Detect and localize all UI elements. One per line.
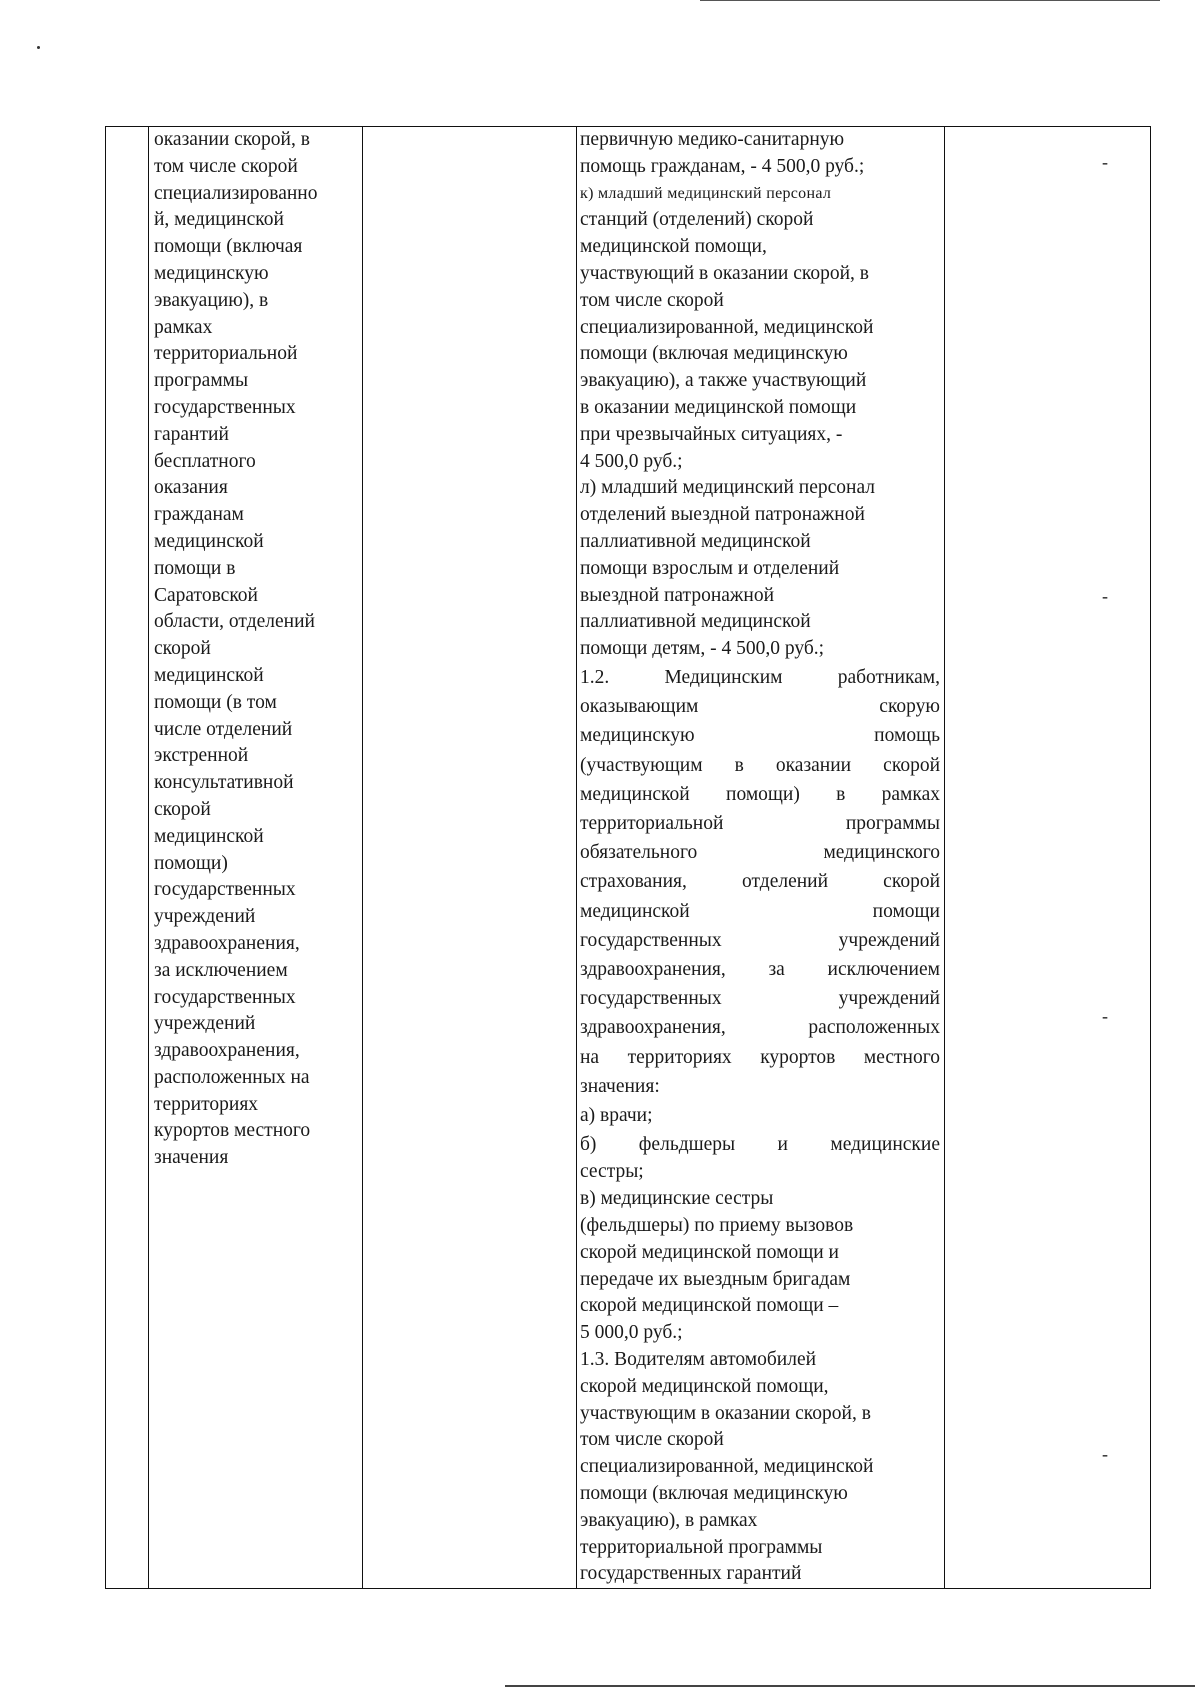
text-line: в) медицинские сестры	[580, 1188, 774, 1210]
text-line: Саратовской	[154, 584, 258, 606]
text-line: 5 000,0 руб.;	[580, 1322, 683, 1344]
text-line: сестры;	[580, 1161, 644, 1183]
text-line: государственных	[154, 879, 296, 901]
text-line: 4 500,0 руб.;	[580, 450, 683, 472]
text-line: первичную медико-санитарную	[580, 129, 845, 150]
text-line: эвакуацию), в	[154, 289, 269, 311]
dash-mark: -	[1102, 152, 1108, 172]
text-line: специализированно	[154, 182, 318, 204]
text-line: гражданам	[154, 504, 244, 526]
text-line: учреждений	[154, 1013, 256, 1035]
text-line: том числе скорой	[580, 289, 724, 311]
number-cell	[106, 127, 149, 1589]
payment-text	[577, 127, 944, 1588]
text-line: л) младший медицинский персонал	[580, 477, 876, 499]
small-line: к) младший медицинский персонал	[580, 184, 832, 202]
text-line: участвующий в оказании скорой, в	[580, 262, 869, 284]
text-line: значения	[154, 1147, 229, 1169]
text-line: паллиативной медицинской	[580, 611, 811, 633]
text-line: здравоохранения, за исключением	[580, 958, 940, 980]
text-line: государственных	[154, 986, 296, 1008]
text-line: области, отделений	[154, 611, 315, 633]
text-line: консультативной	[154, 772, 294, 794]
text-line: помощи)	[154, 852, 228, 874]
text-line: паллиативной медицинской	[580, 530, 811, 552]
text-line: расположенных на	[154, 1066, 310, 1088]
text-line: территориальной программы	[580, 1536, 823, 1558]
text-line: гарантий	[154, 423, 229, 445]
text-line: (фельдшеры) по приему вызовов	[580, 1214, 854, 1236]
text-line: помощи (включая медицинскую	[580, 1482, 848, 1504]
text-line: за исключением	[154, 959, 288, 981]
description-cell	[149, 127, 363, 1589]
text-line: здравоохранения, расположенных	[580, 1017, 940, 1039]
text-line: медицинскую	[154, 262, 269, 284]
justified-line: б) фельдшеры и медицинские	[580, 1134, 940, 1156]
text-line: станций (отделений) скорой	[580, 209, 814, 231]
text-line: оказании скорой, в	[154, 129, 310, 150]
text-line: 1.2. Медицинским работникам,	[580, 666, 940, 688]
text-line: медицинской	[154, 825, 264, 847]
scan-speck	[37, 46, 40, 49]
text-line: специализированной, медицинской	[580, 1456, 874, 1478]
text-line: участвующим в оказании скорой, в	[580, 1402, 871, 1424]
text-line: на территориях курортов местного	[580, 1046, 940, 1068]
text-line: том числе скорой	[154, 155, 298, 177]
text-line: медицинской помощи	[580, 900, 940, 922]
scan-artifact-line	[700, 0, 1160, 1]
notes-cell	[945, 127, 1151, 1589]
text-line: помощи (включая медицинскую	[580, 343, 848, 365]
table-row	[106, 127, 1151, 1589]
description-text	[149, 127, 362, 1172]
text-line: экстренной	[154, 745, 249, 767]
text-line: помощи в	[154, 557, 236, 579]
text-line: государственных учреждений	[580, 929, 940, 951]
text-line: государственных гарантий	[580, 1563, 802, 1585]
text-line: при чрезвычайных ситуациях, -	[580, 423, 843, 445]
text-line: обязательного медицинского	[580, 842, 940, 864]
text-line: помощь гражданам, - 4 500,0 руб.;	[580, 155, 865, 177]
text-line: здравоохранения,	[154, 1040, 300, 1062]
text-line: отделений выездной патронажной	[580, 504, 865, 526]
document-table	[105, 126, 1151, 1589]
text-line: числе отделений	[154, 718, 293, 740]
text-line: программы	[154, 370, 249, 392]
text-line: здравоохранения,	[154, 932, 300, 954]
scan-artifact-line	[505, 1685, 1195, 1687]
text-line: территориях	[154, 1093, 259, 1115]
text-line: скорой медицинской помощи,	[580, 1375, 829, 1397]
text-line: скорой	[154, 798, 211, 820]
text-line: курортов местного	[154, 1120, 311, 1142]
text-line: эвакуацию), в рамках	[580, 1509, 758, 1531]
text-line: скорой	[154, 638, 211, 660]
text-line: страхования, отделений скорой	[580, 871, 940, 893]
text-line: учреждений	[154, 906, 256, 928]
text-line: скорой медицинской помощи и	[580, 1241, 839, 1263]
text-line: бесплатного	[154, 450, 256, 472]
text-line: помощи (в том	[154, 691, 277, 713]
text-line: рамках	[154, 316, 213, 338]
text-line: передаче их выездным бригадам	[580, 1268, 851, 1290]
payment-cell	[577, 127, 945, 1589]
text-line: территориальной	[154, 343, 298, 365]
text-line: помощи взрослым и отделений	[580, 557, 840, 579]
text-line: медицинской помощи,	[580, 236, 767, 258]
text-line: в оказании медицинской помощи	[580, 396, 857, 418]
text-line: й, медицинской	[154, 209, 284, 231]
text-line: медицинской	[154, 530, 264, 552]
text-line: помощи (включая	[154, 236, 303, 258]
text-line: государственных учреждений	[580, 988, 940, 1010]
text-line: выездной патронажной	[580, 584, 775, 606]
text-line: 1.3. Водителям автомобилей	[580, 1348, 817, 1370]
text-line: а) врачи;	[580, 1104, 653, 1126]
text-line: (участвующим в оказании скорой	[580, 754, 940, 776]
text-line: медицинской помощи) в рамках	[580, 783, 940, 805]
text-line: эвакуацию), а также участвующий	[580, 370, 867, 392]
text-line: территориальной программы	[580, 812, 940, 834]
dash-mark: -	[1102, 1444, 1108, 1464]
text-line: медицинской	[154, 664, 264, 686]
text-line: скорой медицинской помощи –	[580, 1295, 839, 1317]
empty-cell	[363, 127, 577, 1589]
text-line: специализированной, медицинской	[580, 316, 874, 338]
text-line: оказывающим скорую	[580, 696, 940, 718]
text-line: государственных	[154, 396, 296, 418]
text-line: оказания	[154, 477, 228, 499]
dash-mark: -	[1102, 1006, 1108, 1026]
text-line: медицинскую помощь	[580, 725, 940, 747]
text-line: значения:	[580, 1075, 660, 1097]
text-line: том числе скорой	[580, 1429, 724, 1451]
dash-mark: -	[1102, 586, 1108, 606]
text-line: помощи детям, - 4 500,0 руб.;	[580, 638, 825, 660]
